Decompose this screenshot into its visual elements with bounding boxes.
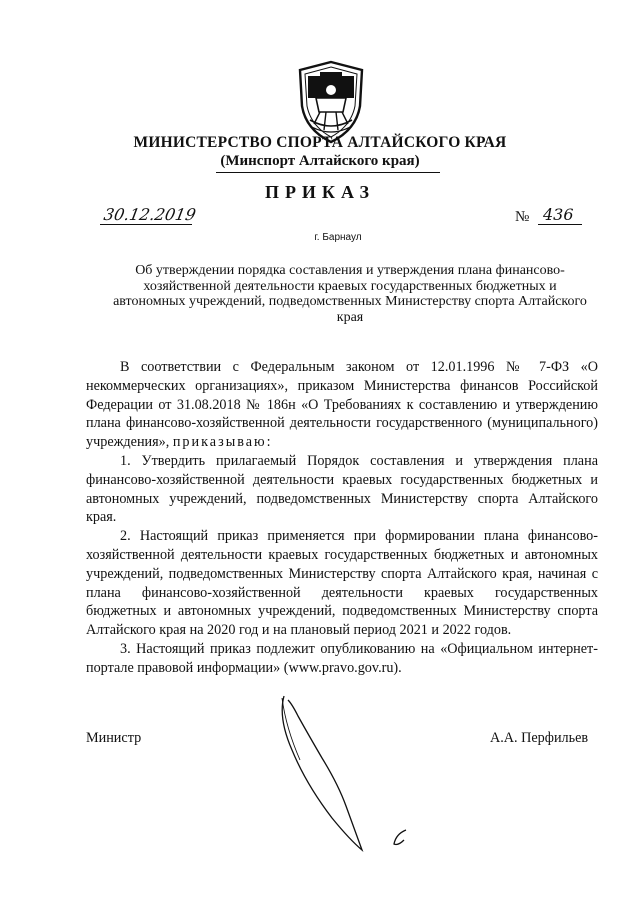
order-body [86, 358, 598, 678]
signer-title: Министр [86, 730, 142, 746]
signer-name: А.А. Перфильев [490, 730, 589, 746]
intro-text: В соответствии с Федеральным законом от 12.01.1996 № 7-ФЗ «О некоммерческих организациях», приказом Министерства финансов Российской Федерации от 31.08.2018 № 186н «О Требованиях к составлению и утверждению плана финансово-хозяйственной деятельности государственного (муниципального) учреждения», [86, 359, 598, 451]
number-underline [538, 224, 582, 225]
handwritten-signature-icon [262, 688, 422, 858]
order-number: 436 [543, 205, 574, 224]
coat-of-arms-icon [296, 60, 366, 144]
order-item-2: 2. Настоящий приказ применяется при формировании плана финансово-хозяйственной деятельности краевых государственных бюджетных и автономных учреждений, подведомственных Министерству спорта Алтайского края, начиная с плана финансово-хозяйственной деятельности краевых государственных бюджетных и автономных учреждений, подведомственных Министерству спорта Алтайского края на 2020 год и на плановый период 2021 и 2022 годов. [86, 528, 598, 639]
date-underline [100, 224, 192, 225]
document-type: ПРИКАЗ [264, 182, 376, 202]
header-divider [216, 172, 440, 173]
order-date: 30.12.2019 [102, 205, 198, 224]
order-word: приказываю: [172, 434, 273, 451]
ministry-name: МИНИСТЕРСТВО СПОРТА АЛТАЙСКОГО КРАЯ [133, 134, 507, 151]
intro-paragraph [86, 358, 598, 452]
ministry-short-name: (Минспорт Алтайского края) [220, 153, 420, 169]
order-subject: Об утверждении порядка составления и утверждения плана финансово-хозяйственной деятельности краевых государственных бюджетных и автономных учреждений, подведомственных Министерству спорта Алтайского края [113, 263, 587, 325]
order-item-1: 1. Утвердить прилагаемый Порядок составления и утверждения плана финансово-хозяйственной деятельности краевых государственных бюджетных и автономных учреждений, подведомственных Министерству спорта Алтайского края. [86, 452, 598, 526]
number-label: № [515, 209, 530, 225]
order-item-3: 3. Настоящий приказ подлежит опубликованию на «Официальном интернет-портале правовой информации» (www.pravo.gov.ru). [86, 640, 598, 676]
city: г. Барнаул [314, 232, 362, 243]
